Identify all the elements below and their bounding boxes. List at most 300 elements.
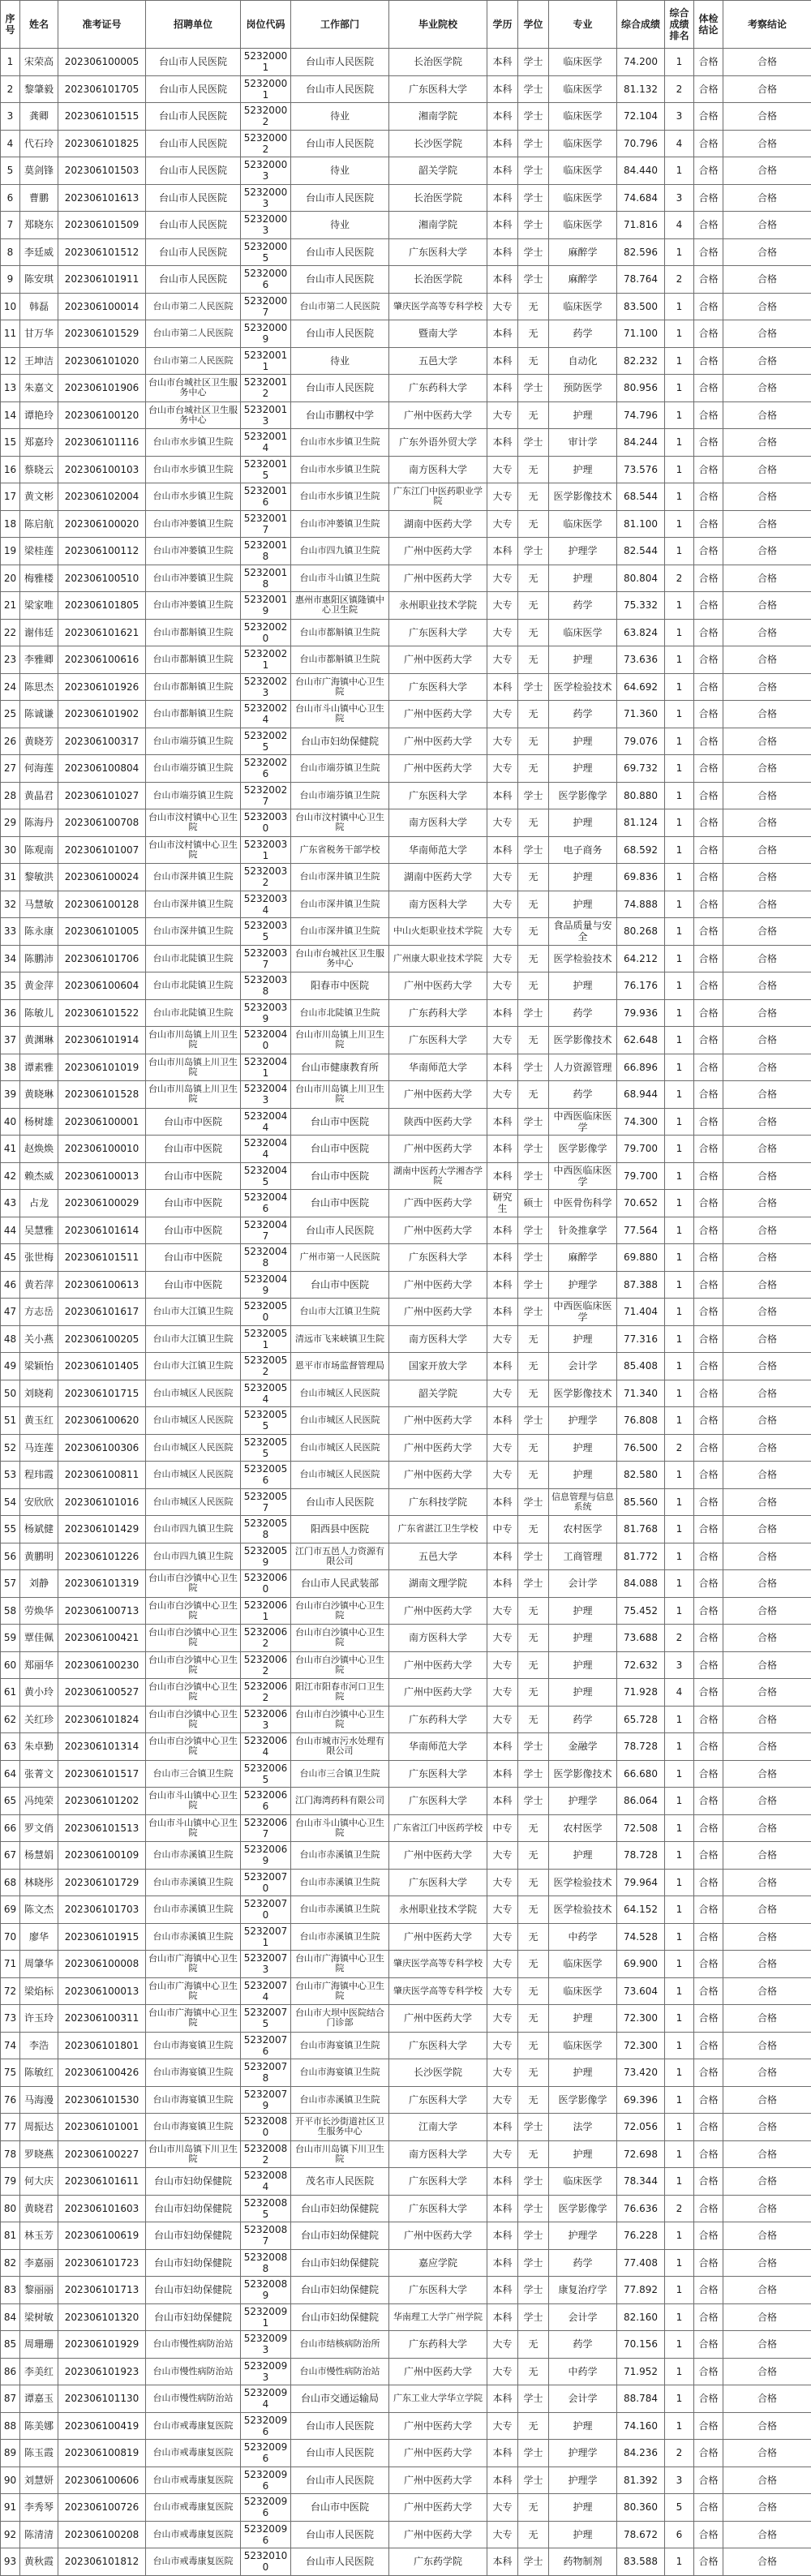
cell-department: 台山市中医院	[291, 1136, 389, 1163]
table-row	[1, 1136, 811, 1163]
cell-name: 杨斌健	[20, 1516, 58, 1543]
cell-education: 本科	[487, 782, 518, 809]
cell-medical: 合格	[694, 510, 723, 538]
cell-post-code: 52320006	[241, 266, 291, 294]
cell-medical: 合格	[694, 646, 723, 674]
cell-department: 台山市人民医院	[291, 266, 389, 294]
header-major: 专业	[549, 1, 617, 49]
cell-name: 廖华	[20, 1923, 58, 1951]
cell-exam-no: 202306101706	[58, 945, 146, 972]
cell-rank: 1	[665, 1108, 694, 1136]
cell-department: 台山市北陡镇卫生院	[291, 999, 389, 1027]
cell-school: 长沙医学院	[389, 130, 487, 157]
cell-index: 30	[1, 836, 20, 864]
cell-rank: 1	[665, 728, 694, 755]
cell-inspection: 合格	[723, 1570, 811, 1598]
cell-post-code: 52320063	[241, 1706, 291, 1733]
cell-name: 方志岳	[20, 1299, 58, 1326]
cell-employer: 台山市人民医院	[146, 184, 241, 212]
table-row	[1, 2140, 811, 2168]
cell-major: 中西医临床医学	[549, 1162, 617, 1190]
cell-school: 广州中医药大学	[389, 1651, 487, 1679]
cell-rank: 1	[665, 1923, 694, 1951]
table-row	[1, 809, 811, 837]
table-row	[1, 1651, 811, 1679]
cell-index: 15	[1, 429, 20, 457]
cell-rank: 1	[665, 1244, 694, 1272]
cell-employer: 台山市第二人民医院	[146, 293, 241, 320]
cell-department: 台山市川岛镇上川卫生院	[291, 1027, 389, 1054]
cell-degree: 学士	[518, 130, 549, 157]
cell-education: 大专	[487, 510, 518, 538]
cell-rank: 1	[665, 347, 694, 375]
cell-post-code: 52320060	[241, 1570, 291, 1598]
cell-department: 台山市海宴镇卫生院	[291, 2032, 389, 2059]
cell-rank: 1	[665, 1190, 694, 1217]
cell-inspection: 合格	[723, 2005, 811, 2033]
cell-degree: 学士	[518, 1271, 549, 1299]
cell-rank: 1	[665, 945, 694, 972]
cell-degree: 无	[518, 972, 549, 1000]
cell-department: 台山市中医院	[291, 1271, 389, 1299]
cell-index: 89	[1, 2440, 20, 2467]
cell-score: 88.784	[617, 2385, 665, 2413]
cell-school: 广州中医药大学	[389, 1217, 487, 1244]
cell-index: 87	[1, 2385, 20, 2413]
cell-employer: 台山市大江镇卫生院	[146, 1325, 241, 1353]
table-row	[1, 266, 811, 294]
cell-degree: 学士	[518, 212, 549, 239]
cell-department: 台山市川岛镇下川卫生院	[291, 2140, 389, 2168]
cell-rank: 1	[665, 320, 694, 348]
cell-degree: 学士	[518, 1543, 549, 1570]
cell-major: 护理	[549, 2494, 617, 2522]
cell-medical: 合格	[694, 1516, 723, 1543]
cell-major: 护理	[549, 1434, 617, 1462]
cell-score: 87.388	[617, 1271, 665, 1299]
cell-department: 台山市赤溪镇卫生院	[291, 1896, 389, 1924]
cell-rank: 1	[665, 1027, 694, 1054]
cell-medical: 合格	[694, 1896, 723, 1924]
cell-department: 台山市城区人民医院	[291, 1407, 389, 1435]
cell-index: 75	[1, 2059, 20, 2087]
cell-rank: 1	[665, 1896, 694, 1924]
cell-degree: 无	[518, 1869, 549, 1896]
cell-rank: 1	[665, 2032, 694, 2059]
cell-score: 70.796	[617, 130, 665, 157]
cell-degree: 硕士	[518, 1190, 549, 1217]
cell-name: 罗文俏	[20, 1814, 58, 1842]
cell-rank: 1	[665, 49, 694, 76]
table-row	[1, 401, 811, 429]
cell-name: 陈玉霞	[20, 2440, 58, 2467]
cell-rank: 1	[665, 2222, 694, 2250]
cell-major: 护理	[549, 755, 617, 783]
cell-major: 医学影像技术	[549, 1380, 617, 1407]
cell-exam-no: 202306101613	[58, 184, 146, 212]
cell-school: 中山火炬职业技术学院	[389, 918, 487, 946]
cell-exam-no: 202306100619	[58, 2222, 146, 2250]
cell-exam-no: 202306100205	[58, 1325, 146, 1353]
cell-employer: 台山市妇幼保健院	[146, 2277, 241, 2304]
cell-degree: 无	[518, 1679, 549, 1707]
cell-post-code: 52320017	[241, 510, 291, 538]
cell-name: 刘晓莉	[20, 1380, 58, 1407]
cell-exam-no: 202306100606	[58, 2467, 146, 2494]
cell-post-code: 52320093	[241, 2331, 291, 2359]
cell-degree: 无	[518, 1842, 549, 1870]
cell-rank: 1	[665, 2385, 694, 2413]
cell-rank: 1	[665, 1706, 694, 1733]
cell-education: 大专	[487, 619, 518, 646]
cell-index: 34	[1, 945, 20, 972]
cell-degree: 无	[518, 864, 549, 891]
cell-index: 1	[1, 49, 20, 76]
cell-inspection: 合格	[723, 375, 811, 402]
cell-employer: 台山市中医院	[146, 1136, 241, 1163]
cell-medical: 合格	[694, 1217, 723, 1244]
cell-score: 71.928	[617, 1679, 665, 1707]
cell-major: 护理学	[549, 1788, 617, 1815]
cell-inspection: 合格	[723, 2086, 811, 2114]
cell-exam-no: 202306101902	[58, 701, 146, 728]
cell-name: 赖杰威	[20, 1162, 58, 1190]
cell-inspection: 合格	[723, 619, 811, 646]
cell-inspection: 合格	[723, 2467, 811, 2494]
cell-department: 江门海湾药科有限公司	[291, 1788, 389, 1815]
cell-inspection: 合格	[723, 728, 811, 755]
cell-school: 广东药科大学	[389, 375, 487, 402]
cell-post-code: 52320046	[241, 1190, 291, 1217]
cell-name: 覃佳佩	[20, 1625, 58, 1652]
cell-department: 台山市中医院	[291, 1108, 389, 1136]
cell-rank: 1	[665, 1217, 694, 1244]
cell-exam-no: 202306100109	[58, 1842, 146, 1870]
cell-post-code: 52320020	[241, 619, 291, 646]
cell-education: 本科	[487, 157, 518, 185]
cell-employer: 台山市端芬镇卫生院	[146, 728, 241, 755]
cell-major: 护理	[549, 401, 617, 429]
cell-exam-no: 202306100128	[58, 891, 146, 918]
cell-major: 药学	[549, 1081, 617, 1109]
cell-index: 13	[1, 375, 20, 402]
table-row	[1, 1299, 811, 1326]
cell-rank: 3	[665, 103, 694, 131]
cell-education: 中专	[487, 1814, 518, 1842]
cell-school: 广东省江门中医药学校	[389, 1814, 487, 1842]
table-row	[1, 1244, 811, 1272]
cell-major: 临床医学	[549, 212, 617, 239]
cell-exam-no: 202306101713	[58, 2277, 146, 2304]
cell-index: 5	[1, 157, 20, 185]
cell-name: 谭素雅	[20, 1054, 58, 1081]
cell-medical: 合格	[694, 918, 723, 946]
cell-school: 广州中医药大学	[389, 1462, 487, 1489]
cell-major: 护理	[549, 809, 617, 837]
cell-exam-no: 202306101005	[58, 918, 146, 946]
table-row	[1, 2195, 811, 2222]
cell-department: 阳西县中医院	[291, 1516, 389, 1543]
cell-department: 台山市人民医院	[291, 75, 389, 103]
cell-major: 药学	[549, 1706, 617, 1733]
cell-inspection: 合格	[723, 266, 811, 294]
cell-score: 75.452	[617, 1597, 665, 1625]
cell-education: 大专	[487, 2521, 518, 2548]
cell-index: 11	[1, 320, 20, 348]
cell-exam-no: 202306101906	[58, 375, 146, 402]
cell-exam-no: 202306101529	[58, 320, 146, 348]
cell-department: 台山市第二人民医院	[291, 293, 389, 320]
cell-exam-no: 202306101617	[58, 1299, 146, 1326]
cell-post-code: 52320024	[241, 701, 291, 728]
table-row	[1, 1706, 811, 1733]
cell-education: 本科	[487, 429, 518, 457]
cell-rank: 1	[665, 809, 694, 837]
cell-school: 湖南中医药大学	[389, 864, 487, 891]
cell-degree: 学士	[518, 836, 549, 864]
cell-name: 韩磊	[20, 293, 58, 320]
cell-school: 五邑大学	[389, 1543, 487, 1570]
cell-rank: 1	[665, 646, 694, 674]
cell-school: 湖南中医药大学	[389, 510, 487, 538]
cell-major: 临床医学	[549, 2168, 617, 2196]
cell-employer: 台山市赤溪镇卫生院	[146, 1896, 241, 1924]
cell-inspection: 合格	[723, 293, 811, 320]
cell-rank: 2	[665, 75, 694, 103]
table-row	[1, 1951, 811, 1978]
cell-education: 本科	[487, 2168, 518, 2196]
cell-medical: 合格	[694, 130, 723, 157]
cell-score: 82.580	[617, 1462, 665, 1489]
header-medical: 体检结论	[694, 1, 723, 49]
cell-post-code: 52320045	[241, 1162, 291, 1190]
cell-inspection: 合格	[723, 945, 811, 972]
cell-rank: 1	[665, 2277, 694, 2304]
cell-employer: 台山市斗山镇中心卫生院	[146, 1814, 241, 1842]
cell-exam-no: 202306100421	[58, 1625, 146, 1652]
cell-department: 台山市赤溪镇卫生院	[291, 1869, 389, 1896]
cell-inspection: 合格	[723, 999, 811, 1027]
cell-name: 马海漫	[20, 2086, 58, 2114]
cell-medical: 合格	[694, 1951, 723, 1978]
cell-employer: 台山市广海镇中心卫生院	[146, 1951, 241, 1978]
cell-inspection: 合格	[723, 2494, 811, 2522]
cell-post-code: 52320055	[241, 1407, 291, 1435]
cell-exam-no: 202306101517	[58, 1760, 146, 1788]
table-row	[1, 1788, 811, 1815]
cell-name: 劳焕华	[20, 1597, 58, 1625]
cell-inspection: 合格	[723, 2168, 811, 2196]
cell-index: 65	[1, 1788, 20, 1815]
table-row	[1, 238, 811, 266]
cell-degree: 学士	[518, 2385, 549, 2413]
cell-index: 56	[1, 1543, 20, 1570]
cell-employer: 台山市深井镇卫生院	[146, 864, 241, 891]
cell-department: 茂名市人民医院	[291, 2168, 389, 2196]
cell-score: 72.104	[617, 103, 665, 131]
table-row	[1, 972, 811, 1000]
cell-education: 大专	[487, 1434, 518, 1462]
table-row	[1, 483, 811, 511]
cell-employer: 台山市台城社区卫生服务中心	[146, 375, 241, 402]
cell-school: 广东医科大学	[389, 782, 487, 809]
table-row	[1, 347, 811, 375]
cell-department: 台山市人民医院	[291, 2440, 389, 2467]
cell-school: 广州中医药大学	[389, 1136, 487, 1163]
cell-score: 79.700	[617, 1136, 665, 1163]
cell-exam-no: 202306100616	[58, 646, 146, 674]
cell-index: 92	[1, 2521, 20, 2548]
cell-medical: 合格	[694, 2059, 723, 2087]
cell-education: 本科	[487, 212, 518, 239]
table-row	[1, 1760, 811, 1788]
cell-department: 台山市人民医院	[291, 2548, 389, 2576]
cell-degree: 无	[518, 2521, 549, 2548]
cell-score: 85.408	[617, 1353, 665, 1380]
cell-employer: 台山市中医院	[146, 1190, 241, 1217]
cell-major: 临床医学	[549, 103, 617, 131]
cell-education: 大专	[487, 1380, 518, 1407]
table-row	[1, 2412, 811, 2440]
cell-education: 大专	[487, 401, 518, 429]
cell-inspection: 合格	[723, 49, 811, 76]
cell-post-code: 52320096	[241, 2521, 291, 2548]
cell-inspection: 合格	[723, 1923, 811, 1951]
cell-medical: 合格	[694, 347, 723, 375]
cell-inspection: 合格	[723, 1217, 811, 1244]
cell-education: 本科	[487, 1217, 518, 1244]
cell-index: 6	[1, 184, 20, 212]
cell-major: 护理学	[549, 1407, 617, 1435]
cell-major: 护理学	[549, 1271, 617, 1299]
cell-degree: 无	[518, 320, 549, 348]
cell-employer: 台山市海宴镇卫生院	[146, 2059, 241, 2087]
cell-school: 广东医科大学	[389, 2168, 487, 2196]
cell-school: 广州中医药大学	[389, 2440, 487, 2467]
cell-department: 台山市白沙镇中心卫生院	[291, 1597, 389, 1625]
cell-score: 84.440	[617, 157, 665, 185]
cell-school: 广州中医药大学	[389, 2494, 487, 2522]
cell-education: 大专	[487, 864, 518, 891]
cell-exam-no: 202306100419	[58, 2412, 146, 2440]
cell-score: 63.824	[617, 619, 665, 646]
cell-rank: 1	[665, 1271, 694, 1299]
cell-employer: 台山市中医院	[146, 1108, 241, 1136]
cell-employer: 台山市人民医院	[146, 130, 241, 157]
cell-index: 28	[1, 782, 20, 809]
cell-inspection: 合格	[723, 238, 811, 266]
cell-major: 临床医学	[549, 49, 617, 76]
cell-major: 麻醉学	[549, 1244, 617, 1272]
cell-department: 待业	[291, 212, 389, 239]
cell-index: 18	[1, 510, 20, 538]
cell-employer: 台山市戒毒康复医院	[146, 2521, 241, 2548]
cell-school: 广西中医药大学	[389, 1190, 487, 1217]
table-row	[1, 891, 811, 918]
cell-major: 临床医学	[549, 157, 617, 185]
cell-employer: 台山市北陡镇卫生院	[146, 945, 241, 972]
cell-major: 临床医学	[549, 510, 617, 538]
table-row	[1, 728, 811, 755]
cell-name: 周珊珊	[20, 2331, 58, 2359]
cell-post-code: 52320082	[241, 2140, 291, 2168]
cell-employer: 台山市中医院	[146, 1162, 241, 1190]
table-row	[1, 2032, 811, 2059]
cell-index: 25	[1, 701, 20, 728]
cell-medical: 合格	[694, 2114, 723, 2141]
cell-rank: 1	[665, 619, 694, 646]
cell-index: 79	[1, 2168, 20, 2196]
cell-degree: 学士	[518, 2249, 549, 2277]
cell-school: 永州职业技术学院	[389, 592, 487, 620]
cell-degree: 学士	[518, 1217, 549, 1244]
cell-score: 71.340	[617, 1380, 665, 1407]
cell-rank: 1	[665, 2005, 694, 2033]
cell-post-code: 52320080	[241, 2114, 291, 2141]
cell-education: 大专	[487, 565, 518, 592]
cell-post-code: 52320037	[241, 945, 291, 972]
cell-exam-no: 202306101503	[58, 157, 146, 185]
cell-education: 大专	[487, 1597, 518, 1625]
cell-school: 湖南中医药大学湘杏学院	[389, 1162, 487, 1190]
cell-major: 护理	[549, 456, 617, 483]
cell-education: 大专	[487, 2412, 518, 2440]
cell-medical: 合格	[694, 1136, 723, 1163]
cell-exam-no: 202306100005	[58, 49, 146, 76]
table-row	[1, 375, 811, 402]
cell-school: 长治医学院	[389, 266, 487, 294]
cell-name: 黎肇毅	[20, 75, 58, 103]
table-row	[1, 49, 811, 76]
cell-education: 大专	[487, 1325, 518, 1353]
cell-medical: 合格	[694, 1434, 723, 1462]
cell-degree: 学士	[518, 2548, 549, 2576]
cell-name: 谭艳玲	[20, 401, 58, 429]
table-row	[1, 75, 811, 103]
cell-employer: 台山市城区人民医院	[146, 1380, 241, 1407]
cell-medical: 合格	[694, 1679, 723, 1707]
cell-department: 台山市白沙镇中心卫生院	[291, 1651, 389, 1679]
cell-degree: 学士	[518, 782, 549, 809]
table-row	[1, 1570, 811, 1598]
cell-medical: 合格	[694, 2168, 723, 2196]
cell-name: 赵焕焕	[20, 1136, 58, 1163]
cell-exam-no: 202306100112	[58, 538, 146, 565]
cell-major: 药学	[549, 999, 617, 1027]
table-row	[1, 1190, 811, 1217]
cell-index: 20	[1, 565, 20, 592]
cell-name: 陈启航	[20, 510, 58, 538]
cell-school: 广东医科大学	[389, 1027, 487, 1054]
cell-medical: 合格	[694, 266, 723, 294]
cell-education: 本科	[487, 2195, 518, 2222]
table-row	[1, 1842, 811, 1870]
cell-name: 关小燕	[20, 1325, 58, 1353]
cell-name: 代石玲	[20, 130, 58, 157]
cell-score: 78.764	[617, 266, 665, 294]
cell-medical: 合格	[694, 1977, 723, 2005]
cell-inspection: 合格	[723, 2249, 811, 2277]
cell-medical: 合格	[694, 1706, 723, 1733]
cell-medical: 合格	[694, 1407, 723, 1435]
cell-medical: 合格	[694, 1625, 723, 1652]
cell-medical: 合格	[694, 1597, 723, 1625]
cell-name: 林晓彤	[20, 1869, 58, 1896]
cell-education: 大专	[487, 1923, 518, 1951]
cell-index: 21	[1, 592, 20, 620]
cell-name: 占龙	[20, 1190, 58, 1217]
cell-inspection: 合格	[723, 2195, 811, 2222]
